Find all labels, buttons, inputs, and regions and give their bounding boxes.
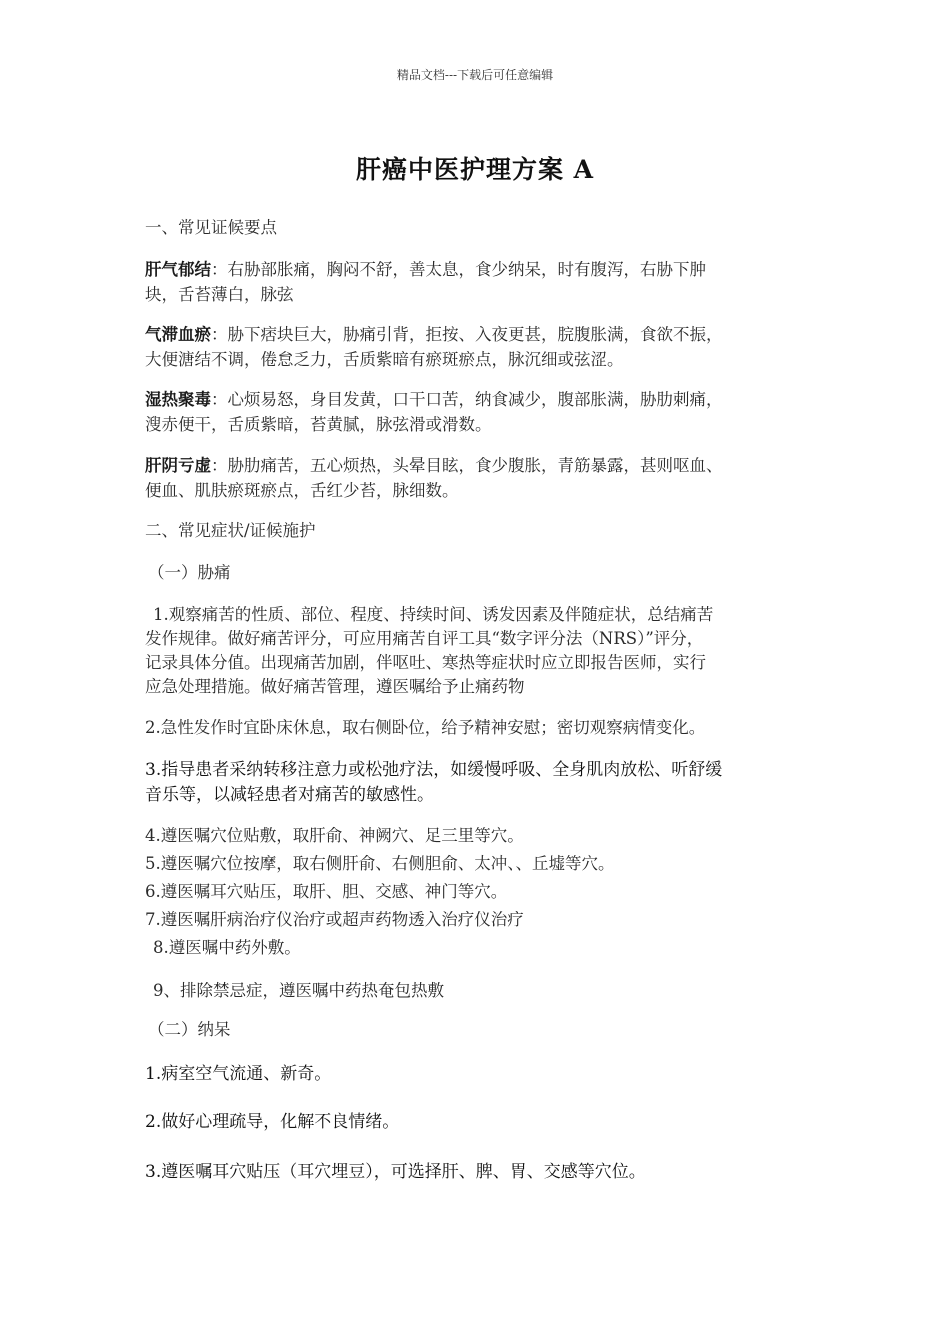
list-item: 2.急性发作时宜卧床休息，取右侧卧位，给予精神安慰；密切观察病情变化。 — [145, 718, 706, 737]
section-heading: 二、常见症状/证候施护 — [145, 521, 316, 540]
paragraph-line: 心烦易怒，身目发黄，口干口苦，纳食减少，腹部胀满，胁肋刺痛， — [227, 390, 723, 409]
list-item-line: 1.观察痛苦的性质、部位、程度、持续时间、诱发因素及伴随症状，总结痛苦 — [153, 605, 714, 624]
list-item: 7.遵医嘱肝病治疗仪治疗或超声药物透入治疗仪治疗 — [145, 910, 524, 929]
list-item-line: 发作规律。做好痛苦评分，可应用痛苦自评工具“数字评分法（NRS）”评分， — [145, 629, 704, 648]
list-item: 9、排除禁忌症，遵医嘱中药热奄包热敷 — [153, 981, 444, 1000]
list-item: 3.遵医嘱耳穴贴压（耳穴埋豆），可选择肝、脾、胃、交感等穴位。 — [145, 1162, 646, 1182]
list-item: 2.做好心理疏导，化解不良情绪。 — [145, 1112, 400, 1132]
list-item-line: 3.指导患者采纳转移注意力或松弛疗法，如缓慢呼吸、全身肌肉放松、听舒缓 — [145, 760, 723, 780]
paragraph-line: 便血、肌肤瘀斑瘀点，舌红少苔，脉细数。 — [145, 481, 459, 500]
list-item: 5.遵医嘱穴位按摩，取右侧肝俞、右侧胆俞、太冲、、丘墟等穴。 — [145, 854, 615, 873]
paragraph-line: 块，舌苔薄白，脉弦 — [145, 285, 294, 304]
subsection-heading: （二）纳呆 — [148, 1020, 231, 1039]
syndrome-name: 肝气郁结 — [145, 260, 211, 279]
syndrome-name: 气滞血瘀 — [145, 325, 211, 344]
syndrome-name: 湿热聚毒 — [145, 390, 211, 409]
syndrome-paragraph: 肝气郁结：右胁部胀痛，胸闷不舒，善太息，食少纳呆，时有腹泻，右胁下肿 — [145, 260, 706, 279]
syndrome-name: 肝阴亏虚 — [145, 456, 211, 475]
subsection-heading: （一）胁痛 — [148, 563, 231, 582]
paragraph-line: 胁肋痛苦，五心烦热，头晕目眩，食少腹胀，青筋暴露，甚则呕血、 — [227, 456, 723, 475]
paragraph-line: 右胁部胀痛，胸闷不舒，善太息，食少纳呆，时有腹泻，右胁下肿 — [227, 260, 706, 279]
syndrome-paragraph: 湿热聚毒：心烦易怒，身目发黄，口干口苦，纳食减少，腹部胀满，胁肋刺痛， — [145, 390, 723, 409]
list-item-line: 应急处理措施。做好痛苦管理，遵医嘱给予止痛药物 — [145, 677, 525, 696]
syndrome-paragraph: 肝阴亏虚：胁肋痛苦，五心烦热，头晕目眩，食少腹胀，青筋暴露，甚则呕血、 — [145, 456, 723, 475]
paragraph-line: 大便溏结不调，倦怠乏力，舌质紫暗有瘀斑瘀点，脉沉细或弦涩。 — [145, 350, 624, 369]
list-item: 6.遵医嘱耳穴贴压，取肝、胆、交感、神门等穴。 — [145, 882, 508, 901]
list-item: 8.遵医嘱中药外敷。 — [153, 938, 301, 957]
paragraph-line: 胁下痞块巨大，胁痛引背，拒按、入夜更甚，脘腹胀满，食欲不振， — [227, 325, 723, 344]
list-item-line: 音乐等，以减轻患者对痛苦的敏感性。 — [145, 785, 434, 805]
page-header: 精品文档---下载后可任意编辑 — [396, 68, 554, 82]
syndrome-paragraph: 气滞血瘀：胁下痞块巨大，胁痛引背，拒按、入夜更甚，脘腹胀满，食欲不振， — [145, 325, 723, 344]
document-title: 肝癌中医护理方案 A — [355, 155, 595, 184]
paragraph-line: 溲赤便干，舌质紫暗，苔黄腻，脉弦滑或滑数。 — [145, 415, 492, 434]
list-item-line: 记录具体分值。出现痛苦加剧，伴呕吐、寒热等症状时应立即报告医师，实行 — [145, 653, 706, 672]
list-item: 1.病室空气流通、新奇。 — [145, 1064, 332, 1084]
list-item: 4.遵医嘱穴位贴敷，取肝俞、神阙穴、足三里等穴。 — [145, 826, 524, 845]
section-heading: 一、常见证候要点 — [145, 218, 277, 237]
